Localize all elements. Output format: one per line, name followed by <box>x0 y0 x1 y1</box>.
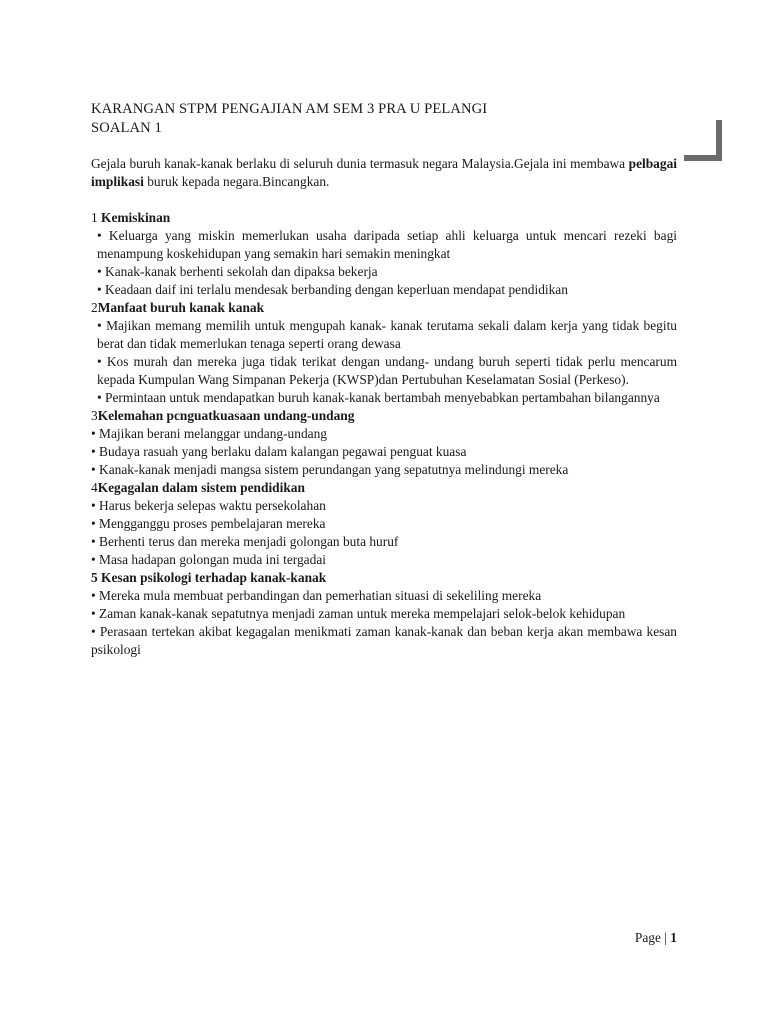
section-3 <box>91 407 677 479</box>
bullet-point: • Majikan memang memilih untuk mengupah kanak- kanak terutama sekali dalam kerja yang tidak begitu berat dan tidak memerlukan tenaga seperti orang dewasa <box>97 318 677 351</box>
section-title: Kesan psikologi terhadap kanak-kanak <box>101 570 327 585</box>
bullet-point: • Mereka mula membuat perbandingan dan pemerhatian situasi di sekeliling mereka <box>91 588 542 603</box>
page-footer <box>635 929 677 947</box>
section-number: 5 <box>91 570 102 585</box>
bullet-point: • Permintaan untuk mendapatkan buruh kanak-kanak bertambah menyebabkan pertambahan bilangannya <box>97 390 660 405</box>
section-2 <box>91 299 677 407</box>
question-number: SOALAN 1 <box>91 120 162 136</box>
bullet-point: • Keadaan daif ini terlalu mendesak berbanding dengan keperluan mendapat pendidikan <box>97 282 568 297</box>
section-heading <box>91 209 677 227</box>
bullet-point: • Keluarga yang miskin memerlukan usaha daripada setiap ahli keluarga untuk mencari rezeki bagi menampung koskehidupan yang semakin hari semakin meningkat <box>97 228 677 261</box>
section-1 <box>91 209 677 299</box>
bullet-point: • Majikan berani melanggar undang-undang <box>91 426 327 441</box>
page-corner-mark <box>684 120 722 161</box>
document-title: KARANGAN STPM PENGAJIAN AM SEM 3 PRA U PELANGI <box>91 101 488 117</box>
document-body <box>91 100 677 659</box>
section-number: 4 <box>91 480 98 495</box>
page-number: 1 <box>670 930 677 945</box>
bullet-point: • Kanak-kanak berhenti sekolah dan dipaksa bekerja <box>97 264 378 279</box>
bullet-point: • Mengganggu proses pembelajaran mereka <box>91 516 326 531</box>
bullet-point: • Kanak-kanak menjadi mangsa sistem perundangan yang sepatutnya melindungi mereka <box>91 462 569 477</box>
section-title: Kegagalan dalam sistem pendidikan <box>97 480 305 495</box>
bullet-point: • Berhenti terus dan mereka menjadi golongan buta huruf <box>91 534 399 549</box>
section-5 <box>91 569 677 659</box>
section-title: Manfaat buruh kanak kanak <box>97 300 265 315</box>
bullet-point: • Masa hadapan golongan muda ini tergadai <box>91 552 326 567</box>
question-text <box>91 155 677 191</box>
bullet-point: • Harus bekerja selepas waktu persekolahan <box>91 498 326 513</box>
section-4 <box>91 479 677 569</box>
section-heading <box>91 407 677 425</box>
section-heading <box>91 299 677 317</box>
section-number: 3 <box>91 408 98 423</box>
section-heading <box>91 479 677 497</box>
question-bold-phrase: pelbagai implikasi <box>91 156 677 189</box>
section-title: Kemiskinan <box>101 210 171 225</box>
bullet-point: • Perasaan tertekan akibat kegagalan menikmati zaman kanak-kanak dan beban kerja akan membawa kesan psikologi <box>91 624 677 657</box>
page-label: Page | <box>634 930 671 945</box>
bullet-point: • Kos murah dan mereka juga tidak terikat dengan undang- undang buruh seperti tidak perlu mencarum kepada Kumpulan Wang Simpanan Pekerja (KWSP)dan Pertubuhan Keselamatan Sosial (Perkeso). <box>97 354 677 387</box>
section-number: 2 <box>91 300 98 315</box>
section-number: 1 <box>91 210 102 225</box>
section-heading <box>91 569 677 587</box>
bullet-point: • Zaman kanak-kanak sepatutnya menjadi zaman untuk mereka mempelajari selok-belok kehidupan <box>91 606 626 621</box>
question-part-1: Gejala buruh kanak-kanak berlaku di seluruh dunia termasuk negara Malaysia.Gejala ini membawa <box>91 156 629 171</box>
question-part-2: buruk kepada negara.Bincangkan. <box>143 174 330 189</box>
bullet-point: • Budaya rasuah yang berlaku dalam kalangan pegawai penguat kuasa <box>91 444 467 459</box>
section-title: Kelemahan pcnguatkuasaan undang-undang <box>97 408 355 423</box>
